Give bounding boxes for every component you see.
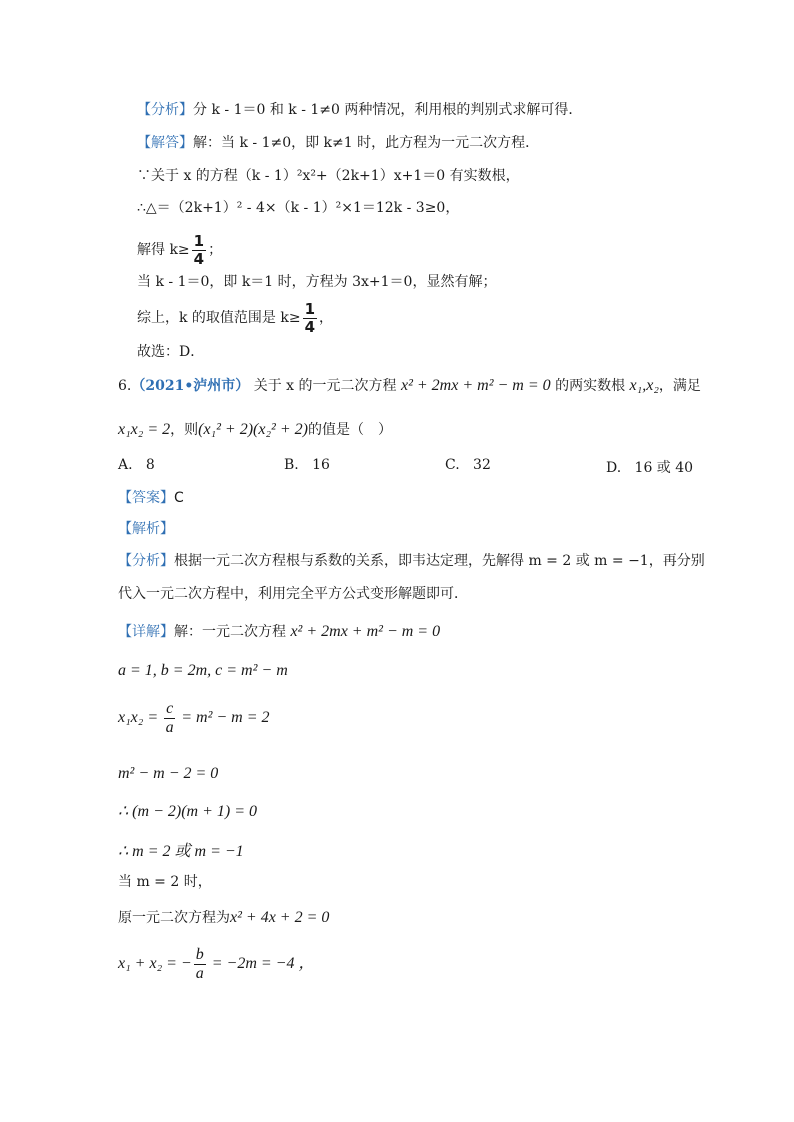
solution-text-1: 解：当 k - 1≠0，即 k≠1 时，此方程为一元二次方程．: [193, 135, 540, 151]
stem-part-5: 的值是（ ）: [307, 422, 392, 438]
step5-text: ∴ m = 2 或 m = −1: [118, 843, 244, 860]
option-c[interactable]: [445, 457, 491, 473]
solution-line-6: [137, 298, 333, 338]
stem-expression: (x₁² + 2)(x₂² + 2): [198, 421, 308, 438]
stem-part-4: ，则: [170, 422, 199, 438]
question-source: （2021•泸州市）: [131, 378, 250, 394]
fraction-denominator: a: [195, 964, 204, 982]
option-d-value: 16 或 40: [634, 460, 694, 476]
stem-part-1: 关于 x 的一元二次方程: [253, 378, 397, 394]
answer-line: [118, 488, 184, 508]
step-sum-of-roots: [118, 944, 314, 984]
stem-roots: x₁,x₂: [629, 377, 659, 394]
detail-tag: 【详解】: [118, 624, 174, 640]
question-number: 6.: [118, 378, 132, 394]
analysis-line: [137, 100, 582, 120]
solution-line-4: [137, 230, 222, 270]
step7-equation: x² + 4x + 2 = 0: [230, 909, 330, 926]
answer-tag: 【答案】: [118, 490, 174, 506]
step8-right: = −2m = −4 ，: [211, 955, 315, 972]
solution-text-6: 综上，k 的取值范围是 k≥: [137, 310, 301, 326]
fraction-denominator: a: [165, 718, 174, 736]
step2-right: = m² − m = 2: [181, 709, 270, 726]
step-coefficients: a = 1, b = 2m, c = m² − m: [118, 662, 288, 679]
detail-equation: x² + 2mx + m² − m = 0: [290, 623, 441, 640]
step2-left: x₁x₂ =: [118, 709, 159, 726]
analysis2-tag: 【分析】: [118, 553, 174, 569]
step-solutions: [118, 842, 244, 862]
fraction-numerator: b: [195, 945, 204, 963]
explain-line: [118, 519, 174, 539]
fraction-numerator: c: [166, 699, 174, 717]
stem-condition: x₁x₂ = 2: [118, 421, 171, 438]
stem-part-3: ，满足: [658, 378, 701, 394]
option-b[interactable]: [284, 457, 330, 473]
option-b-label: B.: [284, 457, 299, 473]
solution-line-3: ∴△＝（2k+1）² - 4×（k - 1）²×1＝12k - 3≥0，: [137, 200, 460, 216]
option-d[interactable]: [606, 457, 693, 477]
option-b-value: 16: [312, 457, 330, 473]
option-a-value: 8: [145, 457, 155, 473]
solution-line-5: 当 k - 1＝0，即 k＝1 时，方程为 3x+1＝0，显然有解；: [137, 274, 497, 290]
step-original-equation: [118, 908, 329, 928]
analysis2-line-1: [118, 551, 705, 571]
step8-left: x₁ + x₂ = −: [118, 955, 192, 972]
step-quadratic-in-m: m² − m − 2 = 0: [118, 765, 219, 782]
step-case-m2: [118, 872, 212, 892]
fraction-c-over-a: [164, 701, 175, 736]
option-a-label: A.: [118, 457, 133, 473]
step-product-of-roots: [118, 698, 270, 738]
explain-tag: 【解析】: [118, 521, 174, 537]
analysis-tag: 【分析】: [137, 102, 193, 118]
solution-text-4: 解得 k≥: [137, 242, 190, 258]
fraction-one-quarter: [192, 231, 206, 268]
solution-line-7: 故选：D．: [137, 344, 205, 360]
detail-intro: 解：一元二次方程: [174, 624, 286, 640]
option-d-label: D.: [606, 460, 622, 476]
solution-tag: 【解答】: [137, 135, 193, 151]
step7-prefix: 原一元二次方程为: [118, 910, 230, 926]
stem-part-2: 的两实数根: [555, 378, 626, 394]
answer-value: C: [174, 490, 184, 506]
option-c-label: C.: [445, 457, 460, 473]
solution-suffix-4: ；: [208, 242, 223, 258]
fraction-b-over-a: [194, 947, 206, 982]
step6-text: 当 m = 2 时，: [118, 874, 212, 890]
option-c-value: 32: [473, 457, 491, 473]
analysis2-text-1: 根据一元二次方程根与系数的关系，即韦达定理，先解得 m = 2 或 m = −1，再分别: [174, 553, 705, 569]
question-6-stem-line-1: [118, 376, 701, 396]
option-a[interactable]: [118, 457, 155, 473]
detail-line: [118, 622, 440, 642]
solution-line-1: [137, 133, 539, 153]
solution-suffix-6: ，: [319, 310, 334, 326]
analysis2-line-2: 代入一元二次方程中，利用完全平方公式变形解题即可．: [118, 586, 468, 602]
fraction-one-quarter-2: [303, 299, 317, 336]
fraction-numerator: 1: [193, 231, 205, 250]
fraction-denominator: 4: [304, 317, 316, 336]
analysis-text: 分 k - 1＝0 和 k - 1≠0 两种情况，利用根的判别式求解可得．: [193, 102, 583, 118]
solution-line-2: ∵关于 x 的方程（k - 1）²x²+（2k+1）x+1＝0 有实数根，: [137, 168, 520, 184]
fraction-numerator: 1: [304, 299, 316, 318]
fraction-denominator: 4: [193, 249, 205, 268]
question-6-stem-line-2: [118, 420, 392, 440]
step-factored: ∴ (m − 2)(m + 1) = 0: [118, 803, 257, 820]
stem-equation: x² + 2mx + m² − m = 0: [400, 377, 551, 394]
